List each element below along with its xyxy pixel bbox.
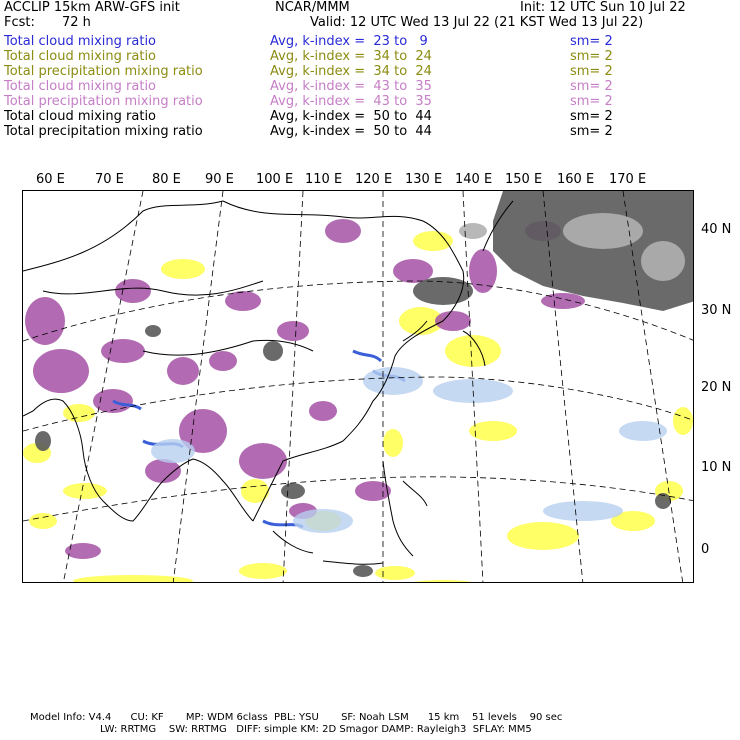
longitude-label: 60 E: [36, 172, 65, 187]
field-avg: Avg, k-index = 34 to 24: [270, 64, 432, 79]
field-sm: sm= 2: [570, 64, 613, 79]
field-avg: Avg, k-index = 43 to 35: [270, 94, 432, 109]
latitude-label: 10 N: [701, 460, 732, 475]
field-name: Total cloud mixing ratio: [4, 79, 157, 94]
latitude-label: 40 N: [701, 222, 732, 237]
field-sm: sm= 2: [570, 34, 613, 49]
field-sm: sm= 2: [570, 109, 613, 124]
model-info-line: Model Info: V4.4 CU: KF MP: WDM 6class PBL: YSU SF: Noah LSM 15 km 51 levels 90 sec: [30, 712, 563, 723]
center-label: NCAR/MMM: [275, 0, 350, 15]
field-name: Total precipitation mixing ratio: [4, 64, 203, 79]
field-avg: Avg, k-index = 34 to 24: [270, 49, 432, 64]
longitude-label: 150 E: [505, 172, 543, 187]
longitude-label: 130 E: [405, 172, 443, 187]
latitude-label: 30 N: [701, 303, 732, 318]
field-sm: sm= 2: [570, 49, 613, 64]
longitude-label: 80 E: [152, 172, 181, 187]
field-name: Total cloud mixing ratio: [4, 49, 157, 64]
valid-time: Valid: 12 UTC Wed 13 Jul 22 (21 KST Wed 13 Jul 22): [310, 15, 644, 30]
coastlines: [23, 201, 513, 564]
longitude-label: 140 E: [455, 172, 493, 187]
field-avg: Avg, k-index = 50 to 44: [270, 124, 432, 139]
latitude-label: 0: [701, 542, 710, 557]
model-title: ACCLIP 15km ARW-GFS init: [4, 0, 180, 15]
field-sm: sm= 2: [570, 79, 613, 94]
forecast-label: Fcst:: [4, 15, 35, 30]
longitude-label: 170 E: [609, 172, 647, 187]
latitude-label: 20 N: [701, 380, 732, 395]
field-sm: sm= 2: [570, 124, 613, 139]
forecast-hours: 72 h: [62, 15, 91, 30]
forecast-map: [22, 190, 694, 583]
field-avg: Avg, k-index = 43 to 35: [270, 79, 432, 94]
light-blue-precip-layer: [151, 367, 667, 533]
longitude-label: 90 E: [205, 172, 234, 187]
field-name: Total cloud mixing ratio: [4, 109, 157, 124]
longitude-label: 70 E: [95, 172, 124, 187]
longitude-label: 160 E: [557, 172, 595, 187]
longitude-label: 120 E: [355, 172, 393, 187]
field-sm: sm= 2: [570, 94, 613, 109]
init-time: Init: 12 UTC Sun 10 Jul 22: [520, 0, 686, 15]
field-name: Total precipitation mixing ratio: [4, 124, 203, 139]
field-avg: Avg, k-index = 50 to 44: [270, 109, 432, 124]
physics-info-line: LW: RRTMG SW: RRTMG DIFF: simple KM: 2D Smagor DAMP: Rayleigh3 SFLAY: MM5: [100, 724, 532, 735]
field-avg: Avg, k-index = 23 to 9: [270, 34, 428, 49]
field-name: Total cloud mixing ratio: [4, 34, 157, 49]
longitude-label: 100 E: [256, 172, 294, 187]
longitude-label: 110 E: [305, 172, 343, 187]
map-svg: [23, 191, 694, 583]
field-name: Total precipitation mixing ratio: [4, 94, 203, 109]
